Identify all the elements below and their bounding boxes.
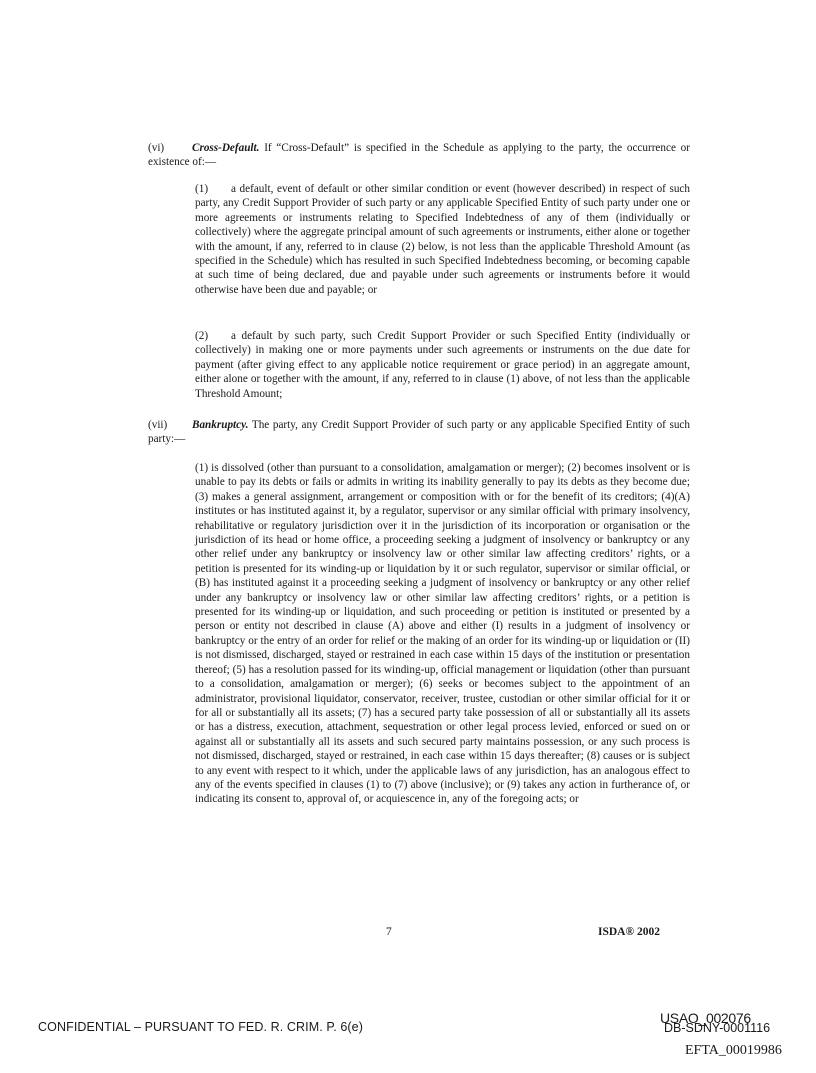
section-vi-intro: If “Cross-Default” is specified in the Schedule as applying to the party, the occurrence or existence of:— bbox=[148, 142, 690, 169]
bates-db-stamp: DB-SDNY-0001116 bbox=[664, 1021, 771, 1035]
section-vii-heading: Bankruptcy. bbox=[192, 419, 249, 431]
section-vi-heading: Cross-Default. bbox=[192, 142, 260, 154]
section-vii-number: (vii) bbox=[148, 419, 168, 431]
section-vi-clause-1 bbox=[195, 182, 690, 297]
clause-1-number: (1) bbox=[195, 183, 209, 195]
section-vii-bankruptcy bbox=[148, 418, 690, 447]
page-number: 7 bbox=[386, 926, 392, 938]
isda-footer-mark: ISDA® 2002 bbox=[598, 926, 660, 938]
confidential-stamp: CONFIDENTIAL – PURSUANT TO FED. R. CRIM. P. 6(e) bbox=[38, 1020, 363, 1034]
section-vii-intro: The party, any Credit Support Provider of such party or any applicable Specified Entity of such party:— bbox=[148, 419, 690, 446]
bates-usao-stamp: USAO_002076 bbox=[660, 1010, 751, 1026]
section-vi-cross-default bbox=[148, 141, 690, 170]
clause-2-number: (2) bbox=[195, 330, 209, 342]
clause-2-text: a default by such party, such Credit Support Provider or such Specified Entity (individually or collectively) in making one or more payments under such agreements or instruments on the due date for payment (after giving effect to any applicable notice requirement or grace period) in an aggregate amount, either alone or together with the amount, if any, referred to in clause (1) above, of not less than the applicable Threshold Amount; bbox=[195, 330, 690, 400]
section-vi-number: (vi) bbox=[148, 142, 165, 154]
section-vii-body: (1) is dissolved (other than pursuant to a consolidation, amalgamation or merger); (2) becomes insolvent or is unable to pay its debts or fails or admits in writing its inability generally to pay its debts as they become due; (3) makes a general assignment, arrangement or composition with or for the benefit of its creditors; (4)(A) institutes or has instituted against it, by a regulator, supervisor or any similar official with primary insolvency, rehabilitative or regulatory jurisdiction over it in the jurisdiction of its incorporation or organisation or the jurisdiction of its head or home office, a proceeding seeking a judgment of insolvency or bankruptcy or any other relief under any bankruptcy or insolvency law or other similar law affecting creditors’ rights, or a petition is presented for its winding-up or liquidation by it or such regulator, supervisor or similar official, or (B) has instituted against it a proceeding seeking a judgment of insolvency or bankruptcy or any other relief under any bankruptcy or insolvency law or other similar law affecting creditors’ rights, or a petition is presented for its winding-up or liquidation, and such proceeding or petition is instituted or presented by a person or entity not described in clause (A) above and either (I) results in a judgment of insolvency or bankruptcy or the entry of an order for relief or the making of an order for its winding-up or liquidation or (II) is not dismissed, discharged, stayed or restrained in each case within 15 days of the institution or presentation thereof; (5) has a resolution passed for its winding-up, official management or liquidation (other than pursuant to a consolidation, amalgamation or merger); (6) seeks or becomes subject to the appointment of an administrator, provisional liquidator, conservator, receiver, trustee, custodian or other similar official for it or for all or substantially all its assets; (7) has a secured party take possession of all or substantially all its assets or has a distress, execution, attachment, sequestration or other legal process levied, enforced or sued on or against all or substantially all its assets and such secured party maintains possession, or any such process is not dismissed, discharged, stayed or restrained, in each case within 15 days thereafter; (8) causes or is subject to any event with respect to it which, under the applicable laws of any jurisdiction, has an analogous effect to any of the events specified in clauses (1) to (7) above (inclusive); or (9) takes any action in furtherance of, or indicating its consent to, approval of, or acquiescence in, any of the foregoing acts; or bbox=[195, 462, 690, 806]
section-vi-clause-2 bbox=[195, 329, 690, 401]
bates-efta-stamp: EFTA_00019986 bbox=[685, 1043, 782, 1058]
clause-1-text: a default, event of default or other similar condition or event (however described) in respect of such party, any Credit Support Provider of such party or any applicable Specified Entity of such party under one or more agreements or instruments relating to Specified Indebtedness of any of them (individually or collectively) where the aggregate principal amount of such agreements or instruments, either alone or together with the amount, if any, referred to in clause (2) below, is not less than the applicable Threshold Amount (as specified in the Schedule) which has resulted in such Specified Indebtedness becoming, or becoming capable at such time of being declared, due and payable under such agreements or instruments before it would otherwise have been due and payable; or bbox=[195, 183, 690, 296]
